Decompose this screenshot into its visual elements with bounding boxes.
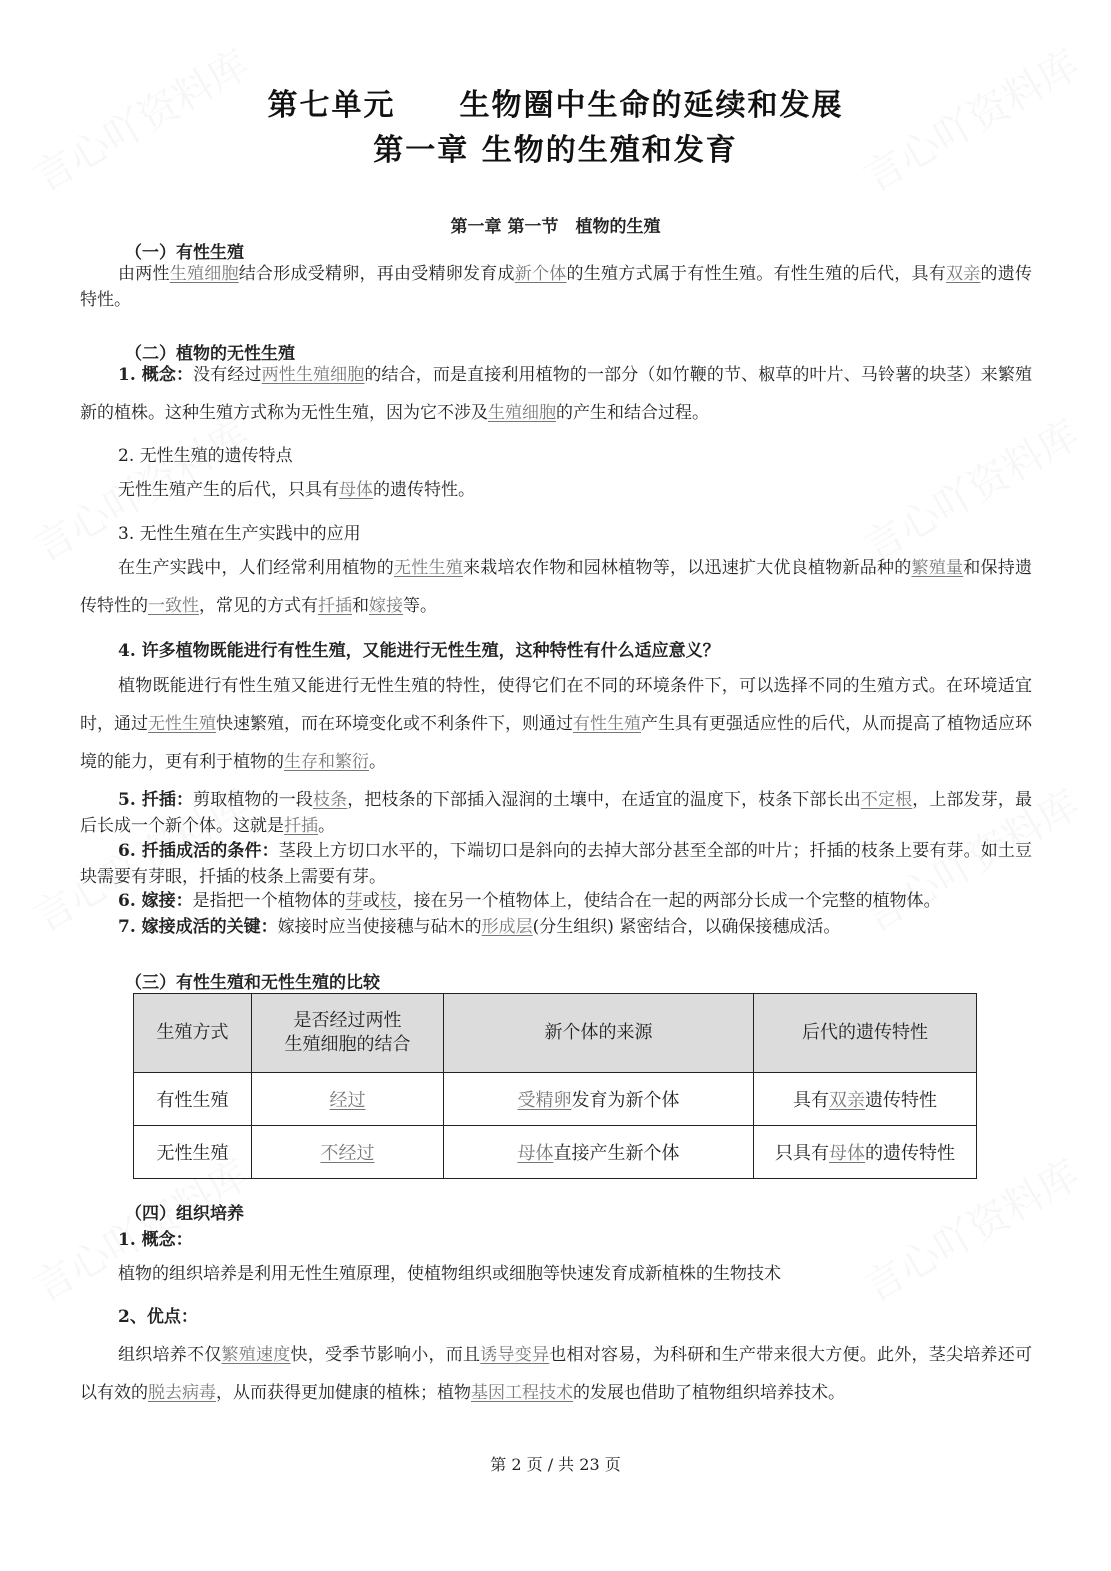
underlined-answer: 扦插 — [318, 596, 352, 616]
paragraph — [80, 549, 1032, 625]
paragraph — [80, 787, 1032, 839]
text-segment: ，从而获得更加健康的植株；植物 — [216, 1383, 471, 1403]
underlined-answer: 扦插 — [284, 816, 318, 836]
text-segment: 在生产实践中，人们经常利用植物的 — [118, 558, 394, 578]
label-text: 6. 嫁接： — [118, 891, 193, 911]
table-header: 是否经过两性 生殖细胞的结合 — [252, 994, 444, 1073]
unit-title: 第七单元 生物圈中生命的延续和发展 — [267, 88, 844, 123]
table-cell — [444, 1126, 754, 1179]
text-segment: 的遗传特性 — [865, 1143, 955, 1164]
paragraph — [80, 914, 1032, 940]
table-row — [134, 1073, 977, 1126]
paragraph — [80, 667, 1032, 781]
comparison-table — [133, 993, 977, 1179]
underlined-answer: 芽 — [345, 891, 363, 911]
text-segment: 的结合，而是直接利用植物的一部分（如竹鞭的节、椒草的叶片、马铃薯的块茎）来繁殖新的植株。这种生殖方式称为无性生殖，因为它不涉及 — [80, 365, 1033, 423]
underlined-answer: 生存和繁衍 — [284, 752, 369, 772]
text-segment: ，常见的方式有 — [199, 596, 318, 616]
paragraph — [80, 1255, 1032, 1293]
label-text: 6. 扦插成活的条件： — [118, 841, 279, 861]
text-segment: 发育为新个体 — [571, 1090, 680, 1111]
text-segment: 的遗传特性。 — [373, 480, 475, 500]
underlined-answer: 双亲 — [829, 1090, 865, 1111]
paragraph — [80, 261, 1032, 313]
page-number: 第 2 页 / 共 23 页 — [490, 1455, 621, 1474]
heading-adaptive-significance: 4. 许多植物既能进行有性生殖，又能进行无性生殖，这种特性有什么适应意义？ — [118, 641, 720, 661]
text-segment: 嫁接时应当使接穗与砧木的 — [277, 917, 482, 937]
table-header: 新个体的来源 — [444, 994, 754, 1073]
underlined-answer: 无性生殖 — [148, 714, 216, 734]
underlined-answer: 无性生殖 — [394, 558, 463, 578]
underlined-answer: 新个体 — [514, 264, 567, 284]
text-segment: ，把枝条的下部插入湿润的土壤中，在适宜的温度下，枝条下部长出 — [347, 790, 861, 810]
underlined-answer: 脱去病毒 — [148, 1383, 216, 1403]
text-segment: 有性生殖 — [156, 1090, 229, 1111]
text-segment: 等。 — [403, 596, 437, 616]
underlined-answer: 基因工程技术 — [471, 1383, 573, 1403]
text-segment: 的生殖方式属于有性生殖。有性生殖的后代，具有 — [566, 264, 946, 284]
heading-tissue-culture: （四）组织培养 — [125, 1204, 244, 1224]
text-segment: 直接产生新个体 — [553, 1143, 680, 1164]
text-segment: 的发展也借助了植物组织培养技术。 — [573, 1383, 845, 1403]
underlined-answer: 两性生殖细胞 — [261, 365, 365, 385]
text-segment: 和保持遗传特性的 — [80, 558, 1032, 616]
label-text: 7. 嫁接成活的关键： — [118, 917, 278, 937]
underlined-answer: 不定根 — [860, 790, 913, 810]
text-segment: 和 — [352, 596, 369, 616]
text-segment: 无性生殖 — [156, 1143, 229, 1164]
paragraph — [80, 471, 1032, 509]
text-segment: 遗传特性 — [865, 1090, 937, 1111]
table-cell — [252, 1126, 444, 1179]
underlined-answer: 枝 — [379, 891, 397, 911]
table-cell — [754, 1073, 977, 1126]
text-segment: ，上部发芽，最后长成一个新个体。这就是 — [80, 790, 1033, 836]
text-segment: 无性生殖产生的后代，只具有 — [118, 480, 339, 500]
text-segment: 是指把一个植物体的 — [192, 891, 346, 911]
text-segment: 的产生和结合过程。 — [556, 403, 709, 423]
paragraph — [80, 356, 1032, 432]
text-segment: 来栽培农作物和园林植物等，以迅速扩大优良植物新品种的 — [463, 558, 912, 578]
underlined-answer: 枝条 — [313, 790, 348, 810]
section-title: 第一章 第一节 植物的生殖 — [450, 217, 661, 237]
text-segment: 茎段上方切口水平的，下端切口是斜向的去掉大部分甚至全部的叶片；扦插的枝条上要有芽。如土豆块需要有芽眼，扦插的枝条上需要有芽。 — [80, 841, 1032, 887]
text-segment: ，接在另一个植物体上，使结合在一起的两部分长成一个完整的植物体。 — [396, 891, 941, 911]
table-cell — [134, 1073, 252, 1126]
heading-applications: 3. 无性生殖在生产实践中的应用 — [118, 524, 361, 544]
table-header: 后代的遗传特性 — [754, 994, 977, 1073]
text-segment: 只具有 — [775, 1143, 829, 1164]
table-row — [134, 1126, 977, 1179]
underlined-answer: 生殖细胞 — [488, 403, 556, 423]
underlined-answer: 一致性 — [148, 596, 199, 616]
text-segment: 由两性 — [118, 264, 170, 284]
text-segment: 的遗传特性。 — [80, 264, 1032, 310]
underlined-answer: 嫁接 — [369, 596, 403, 616]
paragraph — [80, 838, 1032, 890]
text-segment: 剪取植物的一段 — [193, 790, 314, 810]
underlined-answer: 繁殖速度 — [221, 1345, 291, 1365]
chapter-title: 第一章 生物的生殖和发育 — [373, 133, 738, 168]
text-segment: 没有经过 — [193, 365, 262, 385]
table-header-row — [134, 994, 977, 1073]
table-cell — [134, 1126, 252, 1179]
underlined-answer: 经过 — [329, 1090, 366, 1111]
underlined-answer: 形成层 — [481, 917, 533, 937]
underlined-answer: 不经过 — [320, 1143, 375, 1164]
heading-concept: 1. 概念： — [118, 1230, 193, 1250]
underlined-answer: 受精卵 — [517, 1090, 572, 1111]
paragraph — [80, 888, 1032, 914]
text-segment: 快，受季节影响小，而且 — [290, 1345, 481, 1365]
underlined-answer: 诱导变异 — [480, 1345, 550, 1365]
text-segment: 组织培养不仅 — [118, 1345, 222, 1365]
underlined-answer: 母体 — [829, 1143, 865, 1164]
text-segment: 快速繁殖，而在环境变化或不利条件下，则通过 — [216, 714, 573, 734]
text-segment: 植物既能进行有性生殖又能进行无性生殖的特性，使得它们在不同的环境条件下，可以选择不同的生殖方式。在环境适宜时，通过 — [80, 676, 1032, 734]
table-header: 生殖方式 — [134, 994, 252, 1073]
underlined-answer: 双亲 — [946, 264, 981, 284]
heading-advantages: 2、优点： — [118, 1307, 198, 1327]
text-segment: 产生具有更强适应性的后代，从而提高了植物适应环境的能力，更有利于植物的 — [80, 714, 1032, 772]
heading-genetic-traits: 2. 无性生殖的遗传特点 — [118, 446, 293, 466]
underlined-answer: 生殖细胞 — [169, 264, 239, 284]
text-segment: 也相对容易，为科研和生产带来很大方便。此外，茎尖培养还可以有效的 — [80, 1345, 1032, 1403]
heading-comparison: （三）有性生殖和无性生殖的比较 — [125, 973, 380, 993]
underlined-answer: 母体 — [517, 1143, 554, 1164]
text-segment: 或 — [362, 891, 380, 911]
label-text: 5. 扦插： — [118, 790, 194, 810]
table-cell — [444, 1073, 754, 1126]
underlined-answer: 繁殖量 — [911, 558, 964, 578]
text-segment: 。 — [318, 816, 335, 836]
table-cell — [754, 1126, 977, 1179]
paragraph — [80, 1336, 1032, 1412]
text-segment: 具有 — [793, 1090, 829, 1111]
text-segment: 结合形成受精卵，再由受精卵发育成 — [238, 264, 515, 284]
table-cell — [252, 1073, 444, 1126]
text-segment: 植物的组织培养是利用无性生殖原理，使植物组织或细胞等快速发育成新植株的生物技术 — [118, 1264, 781, 1284]
underlined-answer: 母体 — [339, 480, 373, 500]
heading-asexual-reproduction: （二）植物的无性生殖 — [125, 344, 295, 364]
label-text: 1. 概念： — [118, 365, 194, 385]
text-segment: 。 — [369, 752, 386, 772]
underlined-answer: 有性生殖 — [573, 714, 641, 734]
heading-sexual-reproduction: （一）有性生殖 — [125, 243, 244, 263]
text-segment: (分生组织) 紧密结合，以确保接穗成活。 — [532, 917, 841, 937]
